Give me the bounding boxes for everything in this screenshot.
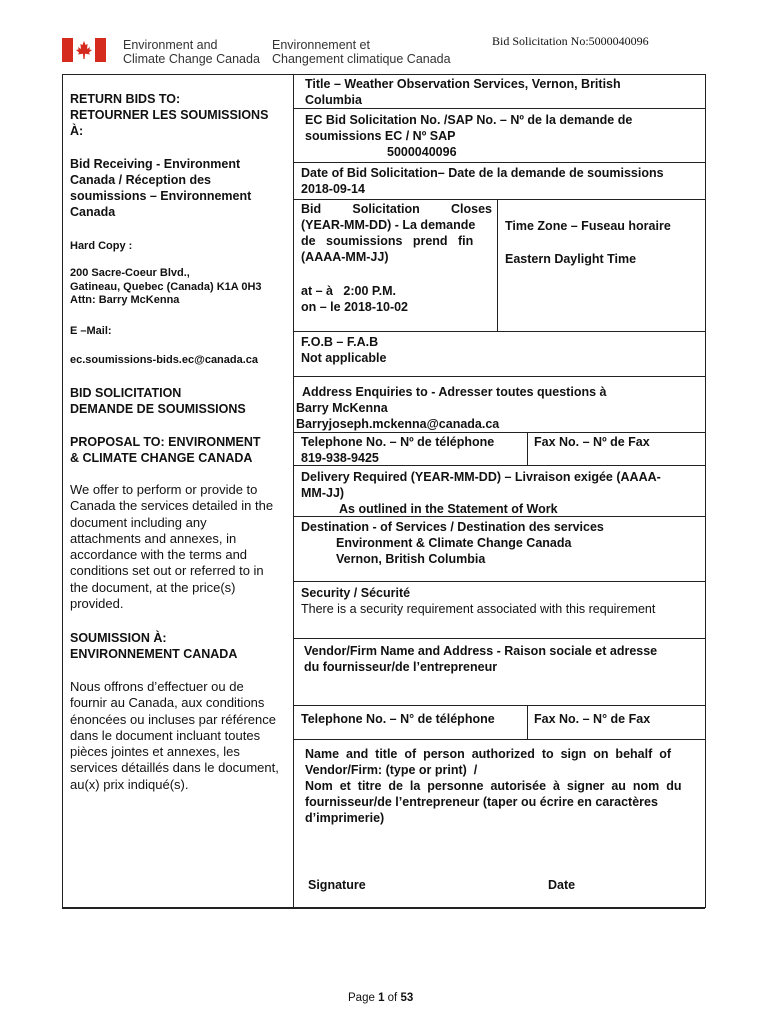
vendor-label-line1: Vendor/Firm Name and Address - Raison sociale et adresse — [304, 644, 658, 658]
delivery-line1: Delivery Required (YEAR-MM-DD) – Livraison exigée (AAAA- — [301, 470, 661, 484]
delivery-value: As outlined in the Statement of Work — [339, 502, 558, 516]
proposal-to-line2: & CLIMATE CHANGE CANADA — [70, 451, 253, 465]
delivery-line2: MM-JJ) — [301, 486, 345, 500]
enquiries-name: Barry McKenna — [296, 401, 388, 415]
date-value: 2018-09-14 — [301, 182, 365, 196]
bid-receiving-line1: Bid Receiving - Environment — [70, 157, 241, 171]
bid-solicitation-number-header: Bid Solicitation No:5000040096 — [492, 34, 649, 48]
offer-fr-line6: services détaillés dans le document, — [70, 760, 279, 776]
fax-label: Fax No. – Nº de Fax — [534, 435, 650, 449]
time-zone-value: Eastern Daylight Time — [505, 252, 637, 266]
offer-fr-line2: fournir au Canada, aux conditions — [70, 695, 265, 711]
closes-line4: (AAAA-MM-JJ) — [301, 250, 389, 264]
title-line1: Title – Weather Observation Services, Vernon, British — [305, 77, 621, 91]
offer-en-line2: Canada the services detailed in the — [70, 498, 274, 514]
dept-name-fr-line2: Changement climatique Canada — [272, 52, 451, 66]
soumission-heading: SOUMISSION À: — [70, 631, 167, 645]
soumission-heading-2: ENVIRONNEMENT CANADA — [70, 647, 238, 661]
page-current: 1 — [378, 992, 385, 1004]
date-signature-label: Date — [548, 878, 576, 892]
page-total: 53 — [400, 992, 414, 1004]
address-line2: Gatineau, Quebec (Canada) K1A 0H3 — [70, 280, 262, 293]
return-bids-heading-fr-2: À: — [70, 124, 84, 138]
frame-left — [62, 74, 63, 908]
offer-en-line5: accordance with the terms and — [70, 547, 248, 563]
name-title-line2: Vendor/Firm: (type or print) / — [305, 763, 478, 777]
offer-fr-line5: pièces jointes et annexes, les — [70, 744, 240, 760]
address-line1: 200 Sacre-Coeur Blvd., — [70, 267, 190, 279]
row-sep-title — [293, 108, 705, 109]
time-zone-label: Time Zone – Fuseau horaire — [505, 219, 671, 233]
signature-label: Signature — [308, 878, 366, 892]
row-sep-security — [293, 638, 705, 639]
enquiries-email[interactable]: Barryjoseph.mckenna@canada.ca — [296, 417, 500, 431]
closes-line2: (YEAR-MM-DD) - La demande — [301, 218, 476, 232]
fob-label: F.O.B – F.A.B — [301, 335, 379, 349]
page-of: of — [384, 992, 401, 1004]
closes-line1: Bid Solicitation Closes — [301, 202, 493, 216]
closing-date: on – le 2018-10-02 — [301, 300, 409, 314]
bid-solicitation-heading-fr: DEMANDE DE SOUMISSIONS — [70, 402, 246, 416]
dept-name-en-line2: Climate Change Canada — [123, 52, 260, 66]
security-label: Security / Sécurité — [301, 586, 411, 600]
return-bids-heading-fr: RETOURNER LES SOUMISSIONS — [70, 108, 269, 122]
offer-fr-line7: au(x) prix indiqué(s). — [70, 776, 189, 792]
bid-receiving-line4: Canada — [70, 205, 116, 219]
frame-right — [705, 74, 706, 908]
offer-en-line8: provided. — [70, 596, 124, 612]
bid-solicitation-heading: BID SOLICITATION — [70, 386, 182, 400]
name-title-line5: d’imprimerie) — [305, 811, 385, 825]
bid-receiving-line2: Canada / Réception des — [70, 173, 212, 187]
vendor-fax-label: Fax No. – N° de Fax — [534, 712, 651, 726]
proposal-to-line1: PROPOSAL TO: ENVIRONMENT — [70, 435, 261, 449]
vendor-label-line2: du fournisseur/de l’entrepreneur — [304, 660, 498, 674]
bid-receiving-line3: soumissions – Environnement — [70, 189, 252, 203]
offer-en-line3: document including any — [70, 514, 207, 530]
closes-line3: de soumissions prend fin — [301, 234, 474, 248]
name-title-line4: fournisseur/de l’entrepreneur (taper ou écrire en caractères — [305, 795, 658, 809]
destination-label: Destination - of Services / Destination des services — [301, 520, 604, 534]
row-sep-ecbid — [293, 162, 705, 163]
row-sep-vendor — [293, 705, 705, 706]
row-sep-enquiries — [293, 432, 705, 433]
dept-name-fr-line1: Environnement et — [272, 38, 370, 52]
name-title-line1: Name and title of person authorized to sign on behalf of — [305, 747, 671, 761]
row-sep-fob — [293, 376, 705, 377]
ec-bid-number: 5000040096 — [387, 145, 457, 159]
dept-name-en-line1: Environment and — [123, 38, 218, 52]
offer-fr-line4: dans le document incluant toutes — [70, 727, 261, 743]
enquiries-label: Address Enquiries to - Adresser toutes questions à — [302, 385, 607, 399]
offer-fr-line3: énoncées ou incluses par référence — [70, 711, 276, 727]
offer-fr-line1: Nous offrons d’effectuer ou de — [70, 679, 244, 694]
telephone-value: 819-938-9425 — [301, 451, 379, 465]
offer-en-line4: attachments and annexes, in — [70, 530, 237, 546]
vendor-telephone-label: Telephone No. – N° de téléphone — [301, 712, 495, 726]
row-sep-destination — [293, 581, 705, 582]
closing-time: at – à 2:00 P.M. — [301, 284, 396, 298]
offer-en-line1: We offer to perform or provide to — [70, 482, 258, 497]
telephone-label: Telephone No. – Nº de téléphone — [301, 435, 495, 449]
canada-flag-logo — [62, 38, 106, 62]
row-sep-closes — [293, 331, 705, 332]
vendor-tel-fax-divider — [527, 705, 528, 740]
destination-line2: Environment & Climate Change Canada — [336, 536, 572, 550]
closes-divider — [497, 199, 498, 332]
canada-flag-icon — [62, 38, 106, 62]
hard-copy-label: Hard Copy : — [70, 240, 133, 252]
name-title-line3: Nom et titre de la personne autorisée à signer au nom du — [305, 779, 682, 793]
bid-email-link[interactable]: ec.soumissions-bids.ec@canada.ca — [70, 354, 259, 366]
offer-en-line6: conditions set out or referred to in — [70, 563, 264, 579]
email-label: E –Mail: — [70, 325, 112, 337]
date-label: Date of Bid Solicitation– Date de la demande de soumissions — [301, 166, 664, 180]
row-sep-vendor-tel — [293, 739, 705, 740]
frame-top — [62, 74, 705, 75]
fob-value: Not applicable — [301, 351, 387, 365]
address-line3: Attn: Barry McKenna — [70, 294, 180, 306]
security-text: There is a security requirement associated with this requirement — [301, 602, 656, 616]
destination-line3: Vernon, British Columbia — [336, 552, 486, 566]
tel-fax-divider — [527, 432, 528, 465]
row-sep-date — [293, 199, 705, 200]
return-bids-heading: RETURN BIDS TO: — [70, 92, 181, 106]
page-number — [348, 992, 413, 1004]
page-prefix: Page — [348, 992, 379, 1004]
ec-bid-line2: soumissions EC / Nº SAP — [305, 129, 456, 143]
offer-en-line7: the document, at the price(s) — [70, 579, 236, 595]
ec-bid-line1: EC Bid Solicitation No. /SAP No. – Nº de la demande de — [305, 113, 633, 127]
frame-bottom — [62, 907, 705, 909]
title-line2: Columbia — [305, 93, 362, 107]
